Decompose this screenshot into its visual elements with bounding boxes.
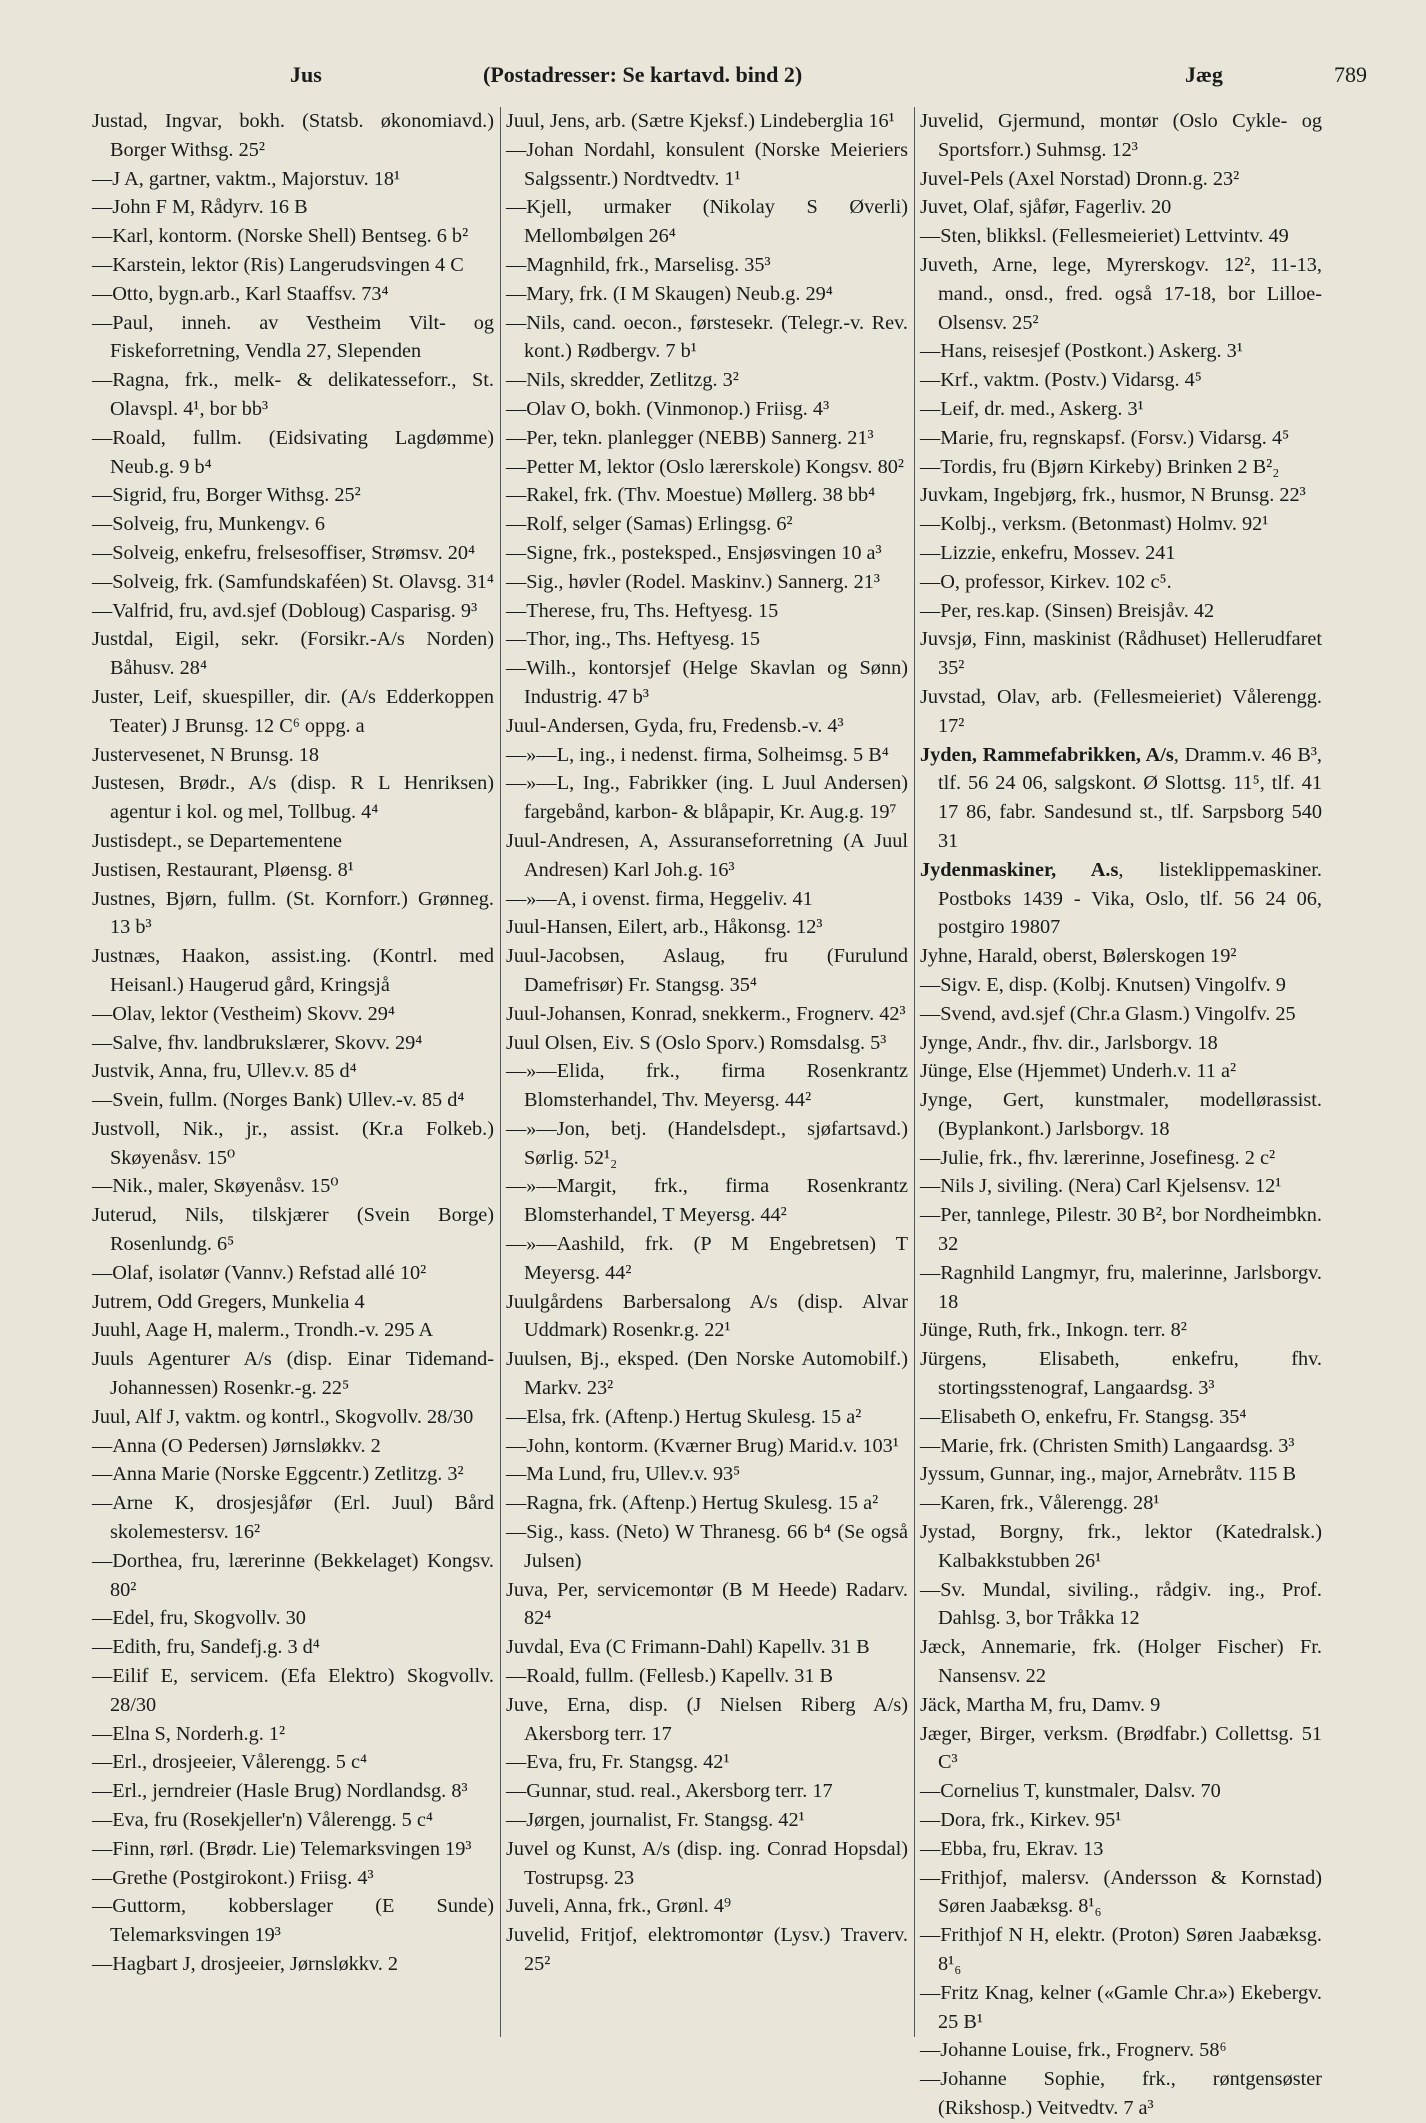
directory-entry: —»—Margit, frk., firma Rosenkrantz Blomsterhandel, T Meyersg. 44² [506,1175,908,1227]
directory-entry: —Nils, cand. oecon., førstesekr. (Telegr.-v. Rev. kont.) Rødbergv. 7 b¹ [506,311,908,363]
directory-entry: Justesen, Brødr., A/s (disp. R L Henriksen) agentur i kol. og mel, Tollbug. 4⁴ [92,772,494,824]
directory-entry: —Ragna, frk., melk- & delikatesseforr., St. Olavspl. 4¹, bor bb³ [92,369,494,420]
directory-entry: —Jørgen, journalist, Fr. Stangsg. 42¹ [506,1809,805,1832]
directory-entry: —Thor, ing., Ths. Heftyesg. 15 [506,628,760,651]
directory-entry: —Kjell, urmaker (Nikolay S Øverli) Mellombølgen 26⁴ [506,196,908,248]
directory-entry: —»—L, ing., i nedenst. firma, Solheimsg. 5 B⁴ [506,743,889,766]
directory-entry: Jutrem, Odd Gregers, Munkelia 4 [92,1290,365,1313]
directory-entry: —Erl., drosjeeier, Vålerengg. 5 c⁴ [92,1751,368,1774]
directory-entry: Jæck, Annemarie, frk. (Holger Fischer) Fr. Nansensv. 22 [920,1636,1322,1688]
directory-entry: —John, kontorm. (Kværner Brug) Marid.v. 103¹ [506,1434,899,1457]
directory-entry: —Magnhild, frk., Marselisg. 35³ [506,253,771,276]
directory-entry: —Paul, inneh. av Vestheim Vilt- og Fiskeforretning, Vendla 27, Slependen [92,311,494,363]
firm-name: Jyden, Rammefabrikken, A/s [920,743,1174,766]
column-divider [500,107,501,2037]
directory-entry: —Per, tekn. planlegger (NEBB) Sannerg. 21³ [506,426,874,449]
directory-column-1 [92,107,494,2047]
directory-entry: Juvelid, Fritjof, elektromontør (Lysv.) Traverv. 25² [506,1924,908,1975]
directory-entry: Justnes, Bjørn, fullm. (St. Kornforr.) Grønneg. 13 b³ [92,887,494,939]
directory-entry: —Therese, fru, Ths. Heftyesg. 15 [506,599,779,622]
directory-entry: —Hagbart J, drosjeeier, Jørnsløkkv. 2 [92,1953,398,1975]
directory-entry: —Eilif E, servicem. (Efa Elektro) Skogvollv. 28/30 [92,1665,494,1716]
directory-entry: —Dora, frk., Kirkev. 95¹ [920,1809,1122,1832]
directory-entry: —Olav O, bokh. (Vinmonop.) Friisg. 4³ [506,397,830,420]
directory-entry: —Rakel, frk. (Thv. Moestue) Møllerg. 38 bb⁴ [506,484,876,507]
directory-entry: —John F M, Rådyrv. 16 B [92,196,308,219]
column-divider [914,107,915,2037]
directory-entry: Jyden, Rammefabrikken, A/s, Dramm.v. 46 B³, tlf. 56 24 06, salgskont. Ø Slottsg. 11⁵, tlf. 41 17 86, fabr. Sandesund st., tlf. Sarpsborg 540 31 [920,743,1322,852]
directory-entry: —Tordis, fru (Bjørn Kirkeby) Brinken 2 B²₂ [920,455,1280,478]
directory-entry: —Roald, fullm. (Fellesb.) Kapellv. 31 B [506,1665,834,1688]
directory-entry: Justvik, Anna, fru, Ullev.v. 85 d⁴ [92,1060,357,1083]
directory-entry: —Eva, fru (Rosekjeller'n) Vålerengg. 5 c⁴ [92,1809,433,1832]
directory-entry: —Karstein, lektor (Ris) Langerudsvingen 4 C [92,253,464,276]
page-number: 789 [1334,62,1367,87]
directory-entry: Juvet, Olaf, sjåfør, Fagerliv. 20 [920,196,1172,219]
directory-entry: Juul-Andersen, Gyda, fru, Fredensb.-v. 4³ [506,714,844,737]
directory-entry: —Elsa, frk. (Aftenp.) Hertug Skulesg. 15 a² [506,1405,862,1428]
directory-entry: —Cornelius T, kunstmaler, Dalsv. 70 [920,1780,1221,1803]
directory-entry: —Elna S, Norderh.g. 1² [92,1722,286,1745]
directory-entry: —Olav, lektor (Vestheim) Skovv. 29⁴ [92,1002,395,1025]
directory-entry: —Guttorm, kobberslager (E Sunde) Telemarksvingen 19³ [92,1895,494,1947]
directory-entry: —Julie, frk., fhv. lærerinne, Josefinesg. 2 c² [920,1146,1276,1169]
directory-entry: —Ragnhild Langmyr, fru, malerinne, Jarlsborgv. 18 [920,1261,1322,1313]
directory-entry: —Johanne Sophie, frk., røntgensøster (Rikshosp.) Veitvedtv. 7 a³ [920,2068,1322,2119]
directory-entry: Juvdal, Eva (C Frimann-Dahl) Kapellv. 31 B [506,1636,870,1659]
directory-entry: —Edel, fru, Skogvollv. 30 [92,1607,306,1630]
directory-entry: —Gunnar, stud. real., Akersborg terr. 17 [506,1780,833,1803]
directory-entry: —Nik., maler, Skøyenåsv. 15⁰ [92,1175,339,1198]
directory-entry: Justisdept., se Departementene [92,829,343,852]
directory-entry: —Anna Marie (Norske Eggcentr.) Zetlitzg. 3² [92,1463,464,1486]
directory-entry: —Johanne Louise, frk., Frognerv. 58⁶ [920,2039,1227,2062]
header-right-guide-word: Jæg [1185,62,1223,87]
directory-entry: —Erl., jerndreier (Hasle Brug) Nordlandsg. 8³ [92,1780,468,1803]
directory-entry: —Karl, kontorm. (Norske Shell) Bentseg. 6 b² [92,225,469,248]
directory-entry: —Elisabeth O, enkefru, Fr. Stangsg. 35⁴ [920,1405,1247,1428]
directory-entry: Juul, Jens, arb. (Sætre Kjeksf.) Lindebergliа 16¹ [506,110,895,132]
directory-entry: —Per, tannlege, Pilestr. 30 B², bor Nordheimbkn. 32 [920,1204,1322,1256]
directory-entry: —Olaf, isolatør (Vannv.) Refstad allé 10² [92,1261,427,1284]
directory-entry: —»—Jon, betj. (Handelsdept., sjøfartsavd.) Sørlig. 52¹₂ [506,1117,908,1169]
directory-entry: Juster, Leif, skuespiller, dir. (A/s Edderkoppen Teater) J Brunsg. 12 C⁶ oppg. a [92,685,494,737]
directory-entry: —Nils J, siviling. (Nera) Carl Kjelsensv. 12¹ [920,1175,1282,1198]
directory-entry: Juvel og Kunst, A/s (disp. ing. Conrad Hopsdal) Tostrupsg. 23 [506,1837,908,1889]
directory-entry: —Frithjof N H, elektr. (Proton) Søren Jaabæksg. 8¹₆ [920,1924,1322,1975]
directory-entry: Justnæs, Haakon, assist.ing. (Kontrl. med Heisanl.) Haugerud gård, Kringsjå [92,945,494,996]
directory-entry: —Solveig, fru, Munkengv. 6 [92,513,326,536]
header-left-guide-word: Jus [290,62,322,87]
directory-entry: —Per, res.kap. (Sinsen) Breisjåv. 42 [920,599,1215,622]
directory-entry: —Edith, fru, Sandefj.g. 3 d⁴ [92,1636,320,1659]
directory-entry: —Anna (O Pedersen) Jørnsløkkv. 2 [92,1434,381,1457]
directory-entry: —Solveig, enkefru, frelsesoffiser, Strømsv. 20⁴ [92,541,476,564]
directory-entry: Juuls Agenturer A/s (disp. Einar Tidemand-Johannessen) Rosenkr.-g. 22⁵ [92,1348,494,1400]
directory-entry: —Krf., vaktm. (Postv.) Vidarsg. 4⁵ [920,369,1202,392]
directory-entry: —Kolbj., verksm. (Betonmast) Holmv. 92¹ [920,513,1269,536]
directory-entry: —Otto, bygn.arb., Karl Staaffsv. 73⁴ [92,282,389,305]
directory-entry: Jystad, Borgny, frk., lektor (Katedralsk.) Kalbakkstubben 26¹ [920,1521,1322,1572]
directory-entry: —Sigrid, fru, Borger Withsg. 25² [92,484,361,507]
directory-entry: Juul-Hansen, Eilert, arb., Håkonsg. 12³ [506,916,823,939]
directory-entry: Juulsen, Bj., eksped. (Den Norske Automobilf.) Markv. 23² [506,1348,908,1400]
directory-entry: —Finn, rørl. (Brødr. Lie) Telemarksvingen 19³ [92,1837,472,1860]
directory-entry: —Ebba, fru, Ekrav. 13 [920,1837,1104,1860]
directory-entry: —Rolf, selger (Samas) Erlingsg. 6² [506,513,793,536]
directory-entry: Juveth, Arne, lege, Myrerskogv. 12², 11-13, mand., onsd., fred. også 17-18, bor Lilloe-Olsensv. 25² [920,253,1322,334]
directory-entry: —Eva, fru, Fr. Stangsg. 42¹ [506,1751,730,1774]
directory-entry: —Fritz Knag, kelner («Gamle Chr.a») Ekebergv. 25 B¹ [920,1981,1322,2033]
directory-entry: —Lizzie, enkefru, Mossev. 241 [920,541,1176,564]
directory-entry: Juul-Johansen, Konrad, snekkerm., Frognerv. 42³ [506,1002,906,1025]
directory-entry: Juveli, Anna, frk., Grønl. 4⁹ [506,1895,732,1918]
directory-entry: Juva, Per, servicemontør (B M Heede) Radarv. 82⁴ [506,1578,908,1630]
directory-entry: Jydenmaskiner, A.s, listeklippemaskiner. Postboks 1439 - Vika, Oslo, tlf. 56 24 06, postgiro 19807 [920,858,1322,939]
directory-entry: Juvsjø, Finn, maskinist (Rådhuset) Hellerudfaret 35² [920,628,1322,680]
directory-entry: —Wilh., kontorsjef (Helge Skavlan og Sønn) Industrig. 47 b³ [506,657,908,708]
directory-entry: Juuhl, Aage H, malerm., Trondh.-v. 295 A [92,1319,434,1342]
directory-entry: Justad, Ingvar, bokh. (Statsb. økonomiavd.) Borger Withsg. 25² [92,110,494,161]
directory-entry: —»—L, Ing., Fabrikker (ing. L Juul Andersen) fargebånd, karbon- & blåpapir, Kr. Aug.g. 19⁷ [506,772,908,824]
directory-entry: —Marie, frk. (Christen Smith) Langaardsg. 3³ [920,1434,1295,1457]
directory-entry: Juul-Jacobsen, Aslaug, fru (Furulund Damefrisør) Fr. Stangsg. 35⁴ [506,945,908,996]
directory-entry: —»—A, i ovenst. firma, Heggeliv. 41 [506,887,813,910]
directory-entry: Jæger, Birger, verksm. (Brødfabr.) Collettsg. 51 C³ [920,1722,1322,1774]
directory-entry: Jyhne, Harald, oberst, Bølerskogen 19² [920,945,1237,968]
directory-entry: Justdal, Eigil, sekr. (Forsikr.-A/s Norden) Båhusv. 28⁴ [92,628,494,680]
directory-entry: —Hans, reisesjef (Postkont.) Askerg. 3¹ [920,340,1243,363]
directory-entry: —Sv. Mundal, siviling., rådgiv. ing., Prof. Dahlsg. 3, bor Tråkka 12 [920,1578,1322,1630]
directory-entry: Jünge, Else (Hjemmet) Underh.v. 11 a² [920,1060,1237,1083]
directory-entry: Justisen, Restaurant, Pløensg. 8¹ [92,858,354,881]
directory-entry: Jäck, Martha M, fru, Damv. 9 [920,1693,1161,1716]
directory-entry: Juul-Andresen, A, Assuranseforretning (A Juul Andresen) Karl Joh.g. 16³ [506,829,908,881]
directory-entry: Juterud, Nils, tilskjærer (Svein Borge) Rosenlundg. 6⁵ [92,1204,494,1256]
directory-entry: —Frithjof, malersv. (Andersson & Kornstad) Søren Jaabæksg. 8¹₆ [920,1866,1322,1918]
directory-entry: Justvoll, Nik., jr., assist. (Kr.a Folkeb.) Skøyenåsv. 15⁰ [92,1117,494,1169]
directory-entry: —Ragna, frk. (Aftenp.) Hertug Skulesg. 15 a² [506,1492,879,1515]
directory-entry: —Johan Nordahl, konsulent (Norske Meieriers Salgssentr.) Nordtvedtv. 1¹ [506,138,908,190]
directory-entry: —Grethe (Postgirokont.) Friisg. 4³ [92,1866,374,1889]
directory-entry: Jünge, Ruth, frk., Inkogn. terr. 8² [920,1319,1187,1342]
directory-entry: —Dorthea, fru, lærerinne (Bekkelaget) Kongsv. 80² [92,1549,494,1601]
directory-entry: —Svend, avd.sjef (Chr.a Glasm.) Vingolfv. 25 [920,1002,1296,1025]
directory-entry: —Sigv. E, disp. (Kolbj. Knutsen) Vingolfv. 9 [920,973,1286,996]
directory-entry: —Salve, fhv. landbrukslærer, Skovv. 29⁴ [92,1031,423,1054]
directory-entry: —J A, gartner, vaktm., Majorstuv. 18¹ [92,167,401,190]
directory-entry: Jyssum, Gunnar, ing., major, Arnebråtv. 115 B [920,1463,1296,1486]
directory-entry: Juulgårdens Barbersalong A/s (disp. Alvar Uddmark) Rosenkr.g. 22¹ [506,1290,908,1342]
directory-entry: Juve, Erna, disp. (J Nielsen Riberg A/s) Akersborg terr. 17 [506,1693,908,1745]
directory-entry: —»—Elida, frk., firma Rosenkrantz Blomsterhandel, Thv. Meyersg. 44² [506,1060,908,1112]
directory-column-3 [920,107,1322,2119]
directory-entry: Juvstad, Olav, arb. (Fellesmeieriet) Vålerengg. 17² [920,685,1322,737]
directory-entry: —Ma Lund, fru, Ullev.v. 93⁵ [506,1463,741,1486]
directory-entry: —Marie, fru, regnskapsf. (Forsv.) Vidarsg. 4⁵ [920,426,1290,449]
directory-entry: Juvel-Pels (Axel Norstad) Dronn.g. 23² [920,167,1240,190]
directory-entry: —Karen, frk., Vålerengg. 28¹ [920,1492,1160,1515]
header-center-note: (Postadresser: Se kartavd. bind 2) [483,62,803,87]
directory-entry: —Nils, skredder, Zetlitzg. 3² [506,369,739,392]
directory-entry: Juul, Alf J, vaktm. og kontrl., Skogvollv. 28/30 [92,1405,474,1428]
directory-entry: Jürgens, Elisabeth, enkefru, fhv. stortingsstenograf, Langaardsg. 3³ [920,1348,1322,1400]
directory-entry: —Roald, fullm. (Eidsivating Lagdømme) Neub.g. 9 b⁴ [92,426,494,478]
directory-entry: Juul Olsen, Eiv. S (Oslo Sporv.) Romsdalsg. 5³ [506,1031,887,1054]
directory-entry: —Arne K, drosjesjåfør (Erl. Juul) Bård skolemestersv. 16² [92,1492,494,1544]
firm-name: Jydenmaskiner, A.s [920,858,1119,881]
directory-entry: —Mary, frk. (I M Skaugen) Neub.g. 29⁴ [506,282,833,305]
directory-entry: —O, professor, Kirkev. 102 c⁵. [920,570,1172,593]
directory-entry: —Sig., kass. (Neto) W Thranesg. 66 b⁴ (Se også Julsen) [506,1521,908,1572]
directory-entry: —»—Aashild, frk. (P M Engebretsen) T Meyersg. 44² [506,1233,908,1284]
directory-entry: —Valfrid, fru, avd.sjef (Dobloug) Casparisg. 9³ [92,599,478,622]
directory-entry: Juvkam, Ingebjørg, frk., husmor, N Brunsg. 22³ [920,484,1306,507]
directory-entry: Jynge, Andr., fhv. dir., Jarlsborgv. 18 [920,1031,1218,1054]
directory-entry: —Sig., høvler (Rodel. Maskinv.) Sannerg. 21³ [506,570,880,593]
directory-entry: —Signe, frk., posteksped., Ensjøsvingen 10 a³ [506,541,882,564]
directory-entry: Juvelid, Gjermund, montør (Oslo Cykle- og Sportsforr.) Suhmsg. 12³ [920,110,1322,161]
directory-entry: —Solveig, frk. (Samfundskaféen) St. Olavsg. 31⁴ [92,570,494,593]
directory-entry: —Leif, dr. med., Askerg. 3¹ [920,397,1144,420]
directory-entry: Jynge, Gert, kunstmaler, modellørassist. (Byplankont.) Jarlsborgv. 18 [920,1089,1322,1140]
directory-column-2 [506,107,908,2047]
directory-entry: —Svein, fullm. (Norges Bank) Ullev.-v. 85 d⁴ [92,1089,465,1112]
directory-entry: Justervesenet, N Brunsg. 18 [92,743,320,766]
directory-entry: —Petter M, lektor (Oslo lærerskole) Kongsv. 80² [506,455,904,478]
directory-entry: —Sten, blikksl. (Fellesmeieriet) Lettvintv. 49 [920,225,1289,248]
